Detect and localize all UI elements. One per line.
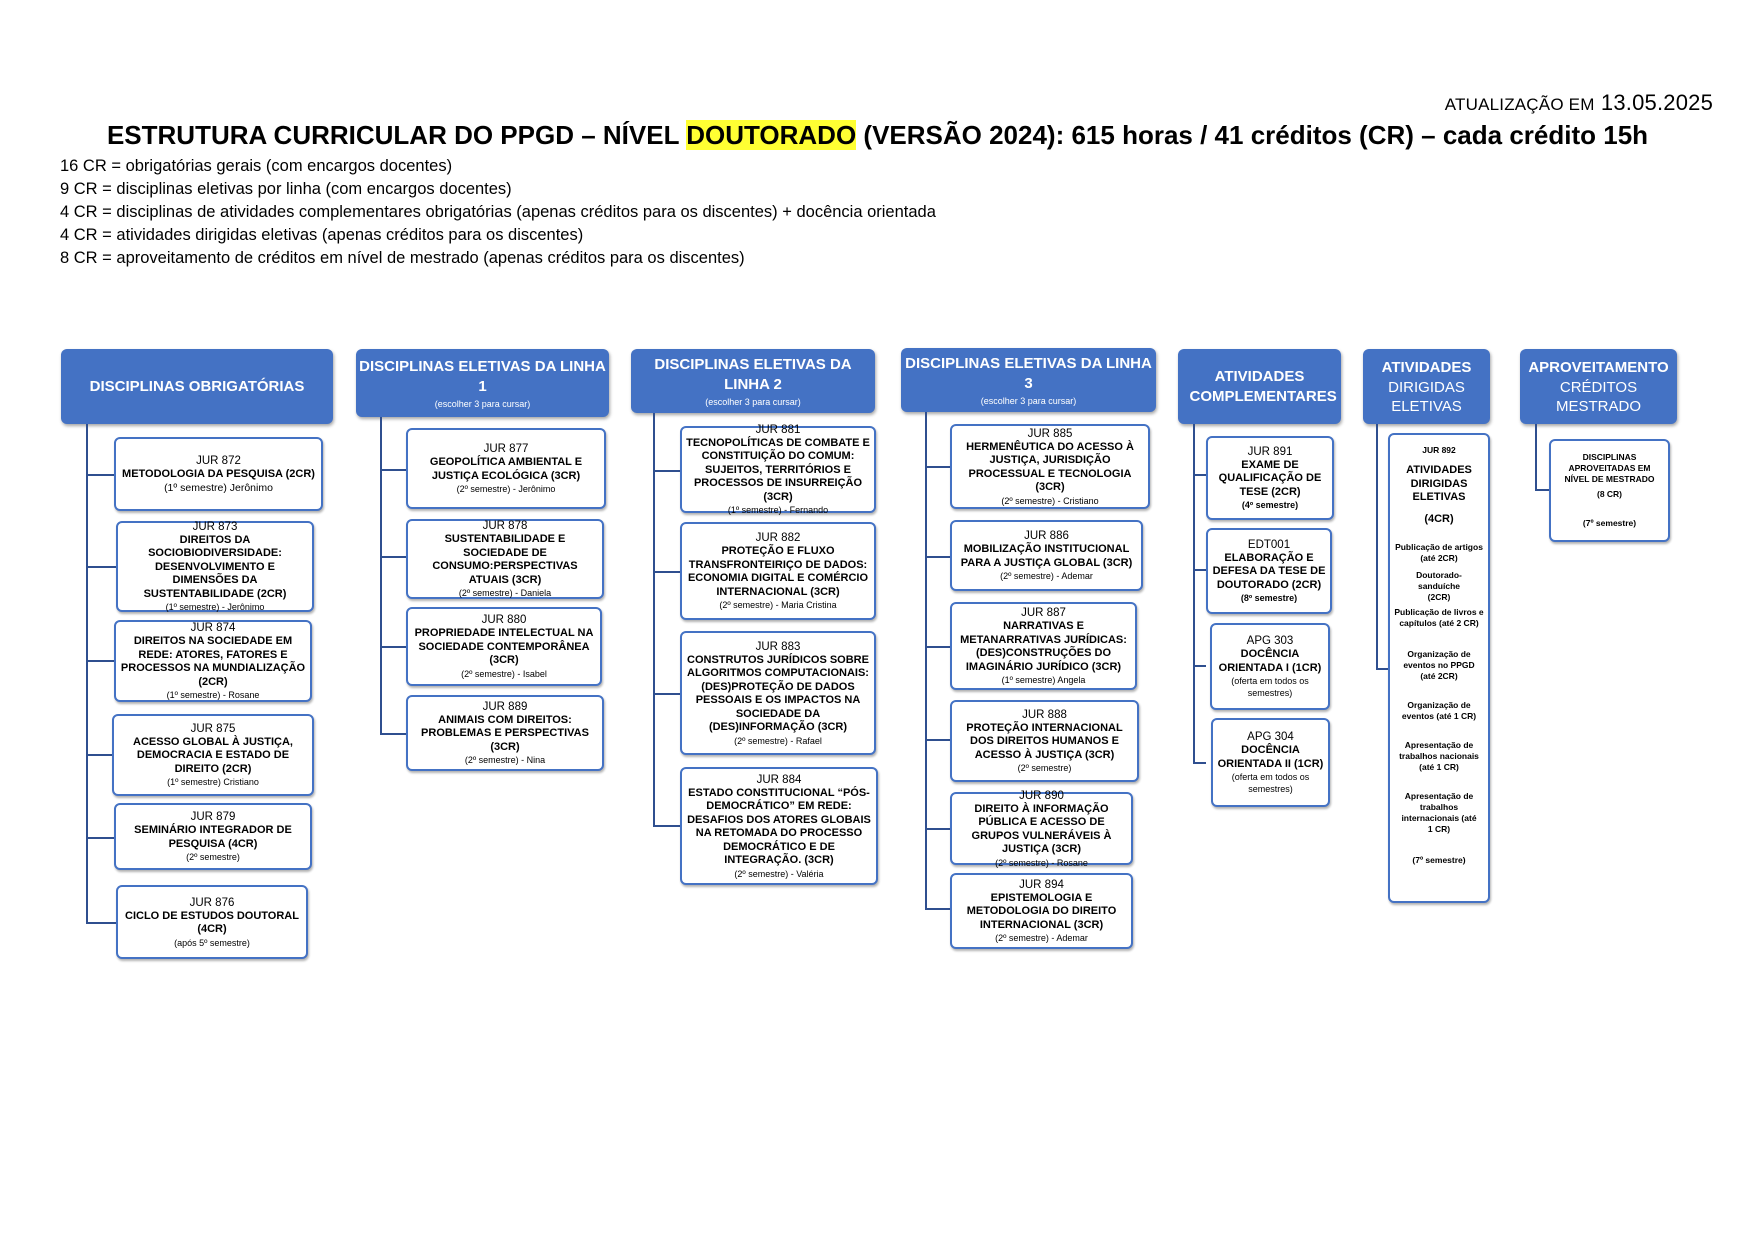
course-semester: (2º semestre) - Ademar bbox=[995, 933, 1088, 944]
course-card bbox=[114, 437, 323, 511]
header-linha-2 bbox=[631, 349, 875, 413]
course-card bbox=[406, 695, 604, 771]
course-code: JUR 889 bbox=[482, 700, 528, 713]
course-code: JUR 892 bbox=[1422, 445, 1456, 455]
course-name: DIREITOS DA SOCIOBIODIVERSIDADE: DESENVOLVIMENTO E DIMENSÕES DA SUSTENTABILIDADE (2CR) bbox=[143, 533, 287, 600]
header-subtitle: (escolher 3 para cursar) bbox=[980, 396, 1077, 406]
course-card bbox=[1211, 718, 1330, 807]
course-card bbox=[1206, 528, 1332, 614]
course-semester: (2º semestre) - Isabel bbox=[461, 668, 547, 679]
connector-line bbox=[653, 470, 680, 472]
course-name: ELABORAÇÃO E DEFESA DA TESE DE DOUTORADO (2CR) bbox=[1212, 551, 1326, 591]
update-prefix: ATUALIZAÇÃO EM bbox=[1444, 95, 1595, 114]
activity-item: Doutorado-sanduíche (2CR) bbox=[1416, 570, 1462, 602]
connector-line bbox=[1193, 665, 1206, 667]
connector-line bbox=[86, 922, 116, 924]
connector-line bbox=[380, 733, 406, 735]
course-name: DOCÊNCIA ORIENTADA I (1CR) bbox=[1218, 648, 1322, 674]
course-semester: (oferta em todos os semestres) bbox=[1231, 772, 1310, 794]
course-name: EXAME DE QUALIFICAÇÃO DE TESE (2CR) bbox=[1218, 458, 1322, 498]
header-dirigidas bbox=[1363, 349, 1490, 424]
update-date-value: 13.05.2025 bbox=[1600, 90, 1713, 115]
course-card bbox=[1388, 433, 1490, 903]
header-subtitle: (escolher 3 para cursar) bbox=[434, 399, 531, 409]
course-code: JUR 884 bbox=[756, 773, 802, 786]
course-name: DIREITOS NA SOCIEDADE EM REDE: ATORES, FATORES E PROCESSOS NA MUNDIALIZAÇÃO (2CR) bbox=[120, 635, 306, 688]
course-credits: (4CR) bbox=[1424, 512, 1454, 525]
connector-line bbox=[1193, 474, 1206, 476]
activity-item: Publicação de artigos (até 2CR) bbox=[1395, 542, 1483, 563]
course-code: JUR 883 bbox=[755, 640, 801, 653]
course-semester: (2º semestre) - Valéria bbox=[734, 868, 824, 879]
activity-item: Apresentação de trabalhos nacionais (até 1 CR) bbox=[1399, 740, 1479, 772]
course-code: JUR 877 bbox=[483, 443, 529, 455]
course-name: ANIMAIS COM DIREITOS: PROBLEMAS E PERSPECTIVAS (3CR) bbox=[421, 713, 589, 753]
activity-item: Organização de eventos (até 1 CR) bbox=[1401, 700, 1477, 721]
course-name: DISCIPLINAS APROVEITADAS EM NÍVEL DE MESTRADO bbox=[1564, 452, 1655, 484]
course-card bbox=[680, 522, 876, 620]
header-title: DISCIPLINAS ELETIVAS DA LINHA 3 bbox=[905, 355, 1152, 392]
header-title: DISCIPLINAS ELETIVAS DA LINHA 2 bbox=[654, 356, 852, 393]
course-semester: (2º semestre) - Ademar bbox=[1000, 571, 1093, 581]
connector-line bbox=[653, 825, 680, 827]
note-line: 9 CR = disciplinas eletivas por linha (com encargos docentes) bbox=[60, 180, 512, 198]
header-complementares bbox=[1178, 349, 1341, 424]
course-code: JUR 879 bbox=[190, 811, 236, 823]
course-name: PROTEÇÃO E FLUXO TRANSFRONTEIRIÇO DE DADOS: ECONOMIA DIGITAL E COMÉRCIO INTERNACIONAL (3CR) bbox=[687, 545, 869, 598]
course-semester: (1º semestre) - Fernando bbox=[727, 505, 829, 516]
course-semester: (7º semestre) bbox=[1582, 518, 1637, 528]
course-card bbox=[950, 873, 1133, 949]
course-semester: (1º semestre) Angela bbox=[1001, 675, 1086, 685]
header-title: ATIVIDADES COMPLEMENTARES bbox=[1189, 367, 1337, 405]
course-code: APG 304 bbox=[1247, 731, 1294, 743]
course-name: CICLO DE ESTUDOS DOUTORAL (4CR) bbox=[125, 909, 299, 935]
course-semester: (8º semestre) bbox=[1240, 593, 1298, 604]
course-name: GEOPOLÍTICA AMBIENTAL E JUSTIÇA ECOLÓGICA (3CR) bbox=[429, 456, 583, 482]
note-line: 4 CR = atividades dirigidas eletivas (apenas créditos para os discentes) bbox=[60, 226, 584, 244]
connector-line bbox=[653, 413, 655, 827]
connector-line bbox=[86, 566, 116, 568]
credit-notes bbox=[60, 155, 936, 270]
page-title bbox=[0, 120, 1755, 151]
course-semester: (1º semestre) Cristiano bbox=[167, 777, 259, 788]
course-code: JUR 886 bbox=[1024, 530, 1069, 542]
connector-line bbox=[925, 556, 950, 558]
course-name: DIREITO À INFORMAÇÃO PÚBLICA E ACESSO DE GRUPOS VULNERÁVEIS À JUSTIÇA (3CR) bbox=[971, 802, 1112, 855]
connector-line bbox=[1535, 424, 1537, 491]
course-card bbox=[1206, 436, 1334, 520]
course-code: JUR 891 bbox=[1247, 445, 1293, 458]
course-semester: (4º semestre) bbox=[1241, 500, 1299, 511]
course-semester: (após 5º semestre) bbox=[174, 937, 250, 948]
connector-line bbox=[380, 469, 406, 471]
course-code: JUR 876 bbox=[189, 896, 235, 909]
course-semester: (2º semestre) - Rafael bbox=[734, 735, 822, 746]
course-semester: (2º semestre) - Jerônimo bbox=[456, 484, 556, 494]
course-card bbox=[680, 423, 876, 516]
course-code: JUR 881 bbox=[755, 423, 801, 436]
course-code: JUR 872 bbox=[196, 455, 241, 468]
course-semester: (1º semestre) - Jerônimo bbox=[165, 602, 265, 613]
course-name: PROPRIEDADE INTELECTUAL NA SOCIEDADE CONTEMPORÂNEA (3CR) bbox=[414, 627, 594, 667]
header-linha-3 bbox=[901, 348, 1156, 412]
header-title-secondary: DIRIGIDAS ELETIVAS bbox=[1388, 378, 1465, 415]
course-code: JUR 875 bbox=[190, 722, 236, 735]
course-card bbox=[114, 803, 312, 870]
course-semester: (1º semestre) - Rosane bbox=[166, 690, 260, 700]
connector-line bbox=[86, 660, 114, 662]
update-date bbox=[1445, 90, 1713, 116]
connector-line bbox=[86, 424, 88, 924]
course-name: DOCÊNCIA ORIENTADA II (1CR) bbox=[1217, 744, 1324, 770]
course-code: JUR 887 bbox=[1021, 607, 1066, 619]
course-semester: (2º semestre) bbox=[186, 852, 240, 862]
course-name: EPISTEMOLOGIA E METODOLOGIA DO DIREITO INTERNACIONAL (3CR) bbox=[966, 891, 1117, 931]
header-subtitle: (escolher 3 para cursar) bbox=[705, 397, 801, 407]
header-title: DISCIPLINAS OBRIGATÓRIAS bbox=[89, 377, 305, 395]
course-name: ACESSO GLOBAL À JUSTIÇA, DEMOCRACIA E ESTADO DE DIREITO (2CR) bbox=[133, 735, 293, 775]
course-card bbox=[1210, 623, 1330, 710]
course-card bbox=[950, 700, 1139, 782]
course-name: SEMINÁRIO INTEGRADOR DE PESQUISA (4CR) bbox=[134, 824, 292, 850]
connector-line bbox=[653, 571, 680, 573]
course-name: PROTEÇÃO INTERNACIONAL DOS DIREITOS HUMANOS E ACESSO À JUSTIÇA (3CR) bbox=[966, 721, 1123, 761]
header-obrigatorias bbox=[61, 349, 333, 424]
connector-line bbox=[653, 693, 680, 695]
connector-line bbox=[1376, 668, 1388, 670]
course-semester: (7º semestre) bbox=[1412, 855, 1466, 865]
connector-line bbox=[1376, 424, 1378, 670]
course-semester: (oferta em todos os semestres) bbox=[1231, 676, 1309, 698]
course-name: HERMENÊUTICA DO ACESSO À JUSTIÇA, JURISDIÇÃO PROCESSUAL E TECNOLOGIA (3CR) bbox=[966, 440, 1134, 493]
note-line: 4 CR = disciplinas de atividades complementares obrigatórias (apenas créditos para os discentes) + docência orientada bbox=[60, 203, 936, 221]
course-code: JUR 888 bbox=[1022, 708, 1067, 721]
connector-line bbox=[925, 908, 950, 910]
course-semester: (2º semestre) - Nina bbox=[464, 755, 546, 766]
connector-line bbox=[1193, 762, 1206, 764]
course-card bbox=[406, 519, 604, 599]
course-name: MOBILIZAÇÃO INSTITUCIONAL PARA A JUSTIÇA GLOBAL (3CR) bbox=[960, 543, 1133, 569]
course-semester: (2º semestre) - Maria Cristina bbox=[719, 600, 837, 610]
course-card bbox=[950, 789, 1133, 868]
title-post: (VERSÃO 2024): 615 horas / 41 créditos (CR) – cada crédito 15h bbox=[856, 120, 1649, 150]
connector-line bbox=[380, 556, 406, 558]
course-name: ATIVIDADES DIRIGIDAS ELETIVAS bbox=[1406, 464, 1472, 503]
activity-item: Apresentação de trabalhos internacionais (até 1 CR) bbox=[1401, 791, 1477, 834]
course-name: NARRATIVAS E METANARRATIVAS JURÍDICAS: (DES)CONSTRUÇÕES DO IMAGINÁRIO JURÍDICO (3CR) bbox=[960, 620, 1127, 673]
course-card bbox=[950, 520, 1143, 591]
course-code: JUR 885 bbox=[1027, 427, 1073, 440]
header-title: DISCIPLINAS ELETIVAS DA LINHA 1 bbox=[359, 358, 606, 395]
activity-item: Organização de eventos no PPGD (até 2CR) bbox=[1403, 649, 1475, 681]
note-line: 16 CR = obrigatórias gerais (com encargos docentes) bbox=[60, 157, 453, 175]
connector-line bbox=[1193, 569, 1206, 571]
course-semester: (2º semestre) - Daniela bbox=[458, 588, 552, 598]
course-credits: (8 CR) bbox=[1596, 489, 1623, 499]
header-title-secondary: CRÉDITOS MESTRADO bbox=[1555, 378, 1641, 415]
course-card bbox=[116, 885, 308, 959]
course-name: SUSTENTABILIDADE E SOCIEDADE DE CONSUMO:PERSPECTIVAS ATUAIS (3CR) bbox=[432, 533, 578, 586]
connector-line bbox=[925, 739, 950, 741]
course-card bbox=[1549, 439, 1670, 542]
connector-line bbox=[86, 474, 114, 476]
course-card bbox=[406, 428, 606, 509]
header-aproveitamento bbox=[1520, 349, 1677, 424]
course-card bbox=[950, 424, 1150, 509]
course-card bbox=[680, 767, 878, 885]
course-semester: (1º semestre) Jerônimo bbox=[164, 481, 273, 494]
activity-item: Publicação de livros e capítulos (até 2 CR) bbox=[1394, 607, 1484, 628]
course-card bbox=[112, 714, 314, 796]
course-semester: (2º semestre) - Rosane bbox=[995, 857, 1088, 868]
course-name: METODOLOGIA DA PESQUISA (2CR) bbox=[122, 468, 315, 481]
connector-line bbox=[86, 837, 114, 839]
course-name: ESTADO CONSTITUCIONAL “PÓS-DEMOCRÁTICO” EM REDE: DESAFIOS DOS ATORES GLOBAIS NA RETOMADA DO PROCESSO DEMOCRÁTICO E DE INTEGRAÇÃO. (3CR) bbox=[687, 786, 871, 866]
connector-line bbox=[925, 828, 950, 830]
course-card bbox=[406, 607, 602, 686]
course-code: JUR 873 bbox=[192, 520, 238, 533]
course-code: JUR 890 bbox=[1019, 789, 1064, 802]
course-code: JUR 880 bbox=[481, 614, 527, 627]
header-title: ATIVIDADES bbox=[1381, 358, 1472, 376]
connector-line bbox=[1535, 489, 1549, 491]
connector-line bbox=[925, 412, 927, 910]
course-card bbox=[114, 620, 312, 702]
course-code: JUR 882 bbox=[755, 532, 801, 544]
connector-line bbox=[380, 417, 382, 735]
course-name: TECNOPOLÍTICAS DE COMBATE E CONSTITUIÇÃO DO COMUM: SUJEITOS, TERRITÓRIOS E PROCESSOS DE INSURREIÇÃO (3CR) bbox=[686, 436, 870, 503]
connector-line bbox=[925, 466, 950, 468]
connector-line bbox=[380, 646, 406, 648]
course-semester: (2º semestre) bbox=[1017, 763, 1072, 774]
title-highlight: DOUTORADO bbox=[686, 120, 857, 150]
course-code: EDT001 bbox=[1247, 538, 1291, 551]
course-card bbox=[950, 602, 1137, 690]
course-code: JUR 894 bbox=[1019, 878, 1064, 891]
title-pre: ESTRUTURA CURRICULAR DO PPGD – NÍVEL bbox=[106, 120, 687, 150]
course-semester: (2º semestre) - Cristiano bbox=[1001, 495, 1099, 506]
connector-line bbox=[925, 646, 950, 648]
course-code: APG 303 bbox=[1246, 635, 1294, 647]
course-code: JUR 878 bbox=[482, 520, 528, 532]
course-code: JUR 874 bbox=[190, 622, 236, 634]
course-card bbox=[680, 631, 876, 755]
header-linha-1 bbox=[356, 349, 609, 417]
course-name: CONSTRUTOS JURÍDICOS SOBRE ALGORITMOS COMPUTACIONAIS: (DES)PROTEÇÃO DE DADOS PESSOAIS E OS IMPACTOS NA SOCIEDADE DA (DES)INFORMAÇÃO (3CR) bbox=[687, 653, 869, 733]
connector-line bbox=[86, 754, 112, 756]
header-title: APROVEITAMENTO bbox=[1528, 358, 1669, 376]
course-card bbox=[116, 521, 314, 612]
note-line: 8 CR = aproveitamento de créditos em nível de mestrado (apenas créditos para os discentes) bbox=[60, 249, 745, 267]
